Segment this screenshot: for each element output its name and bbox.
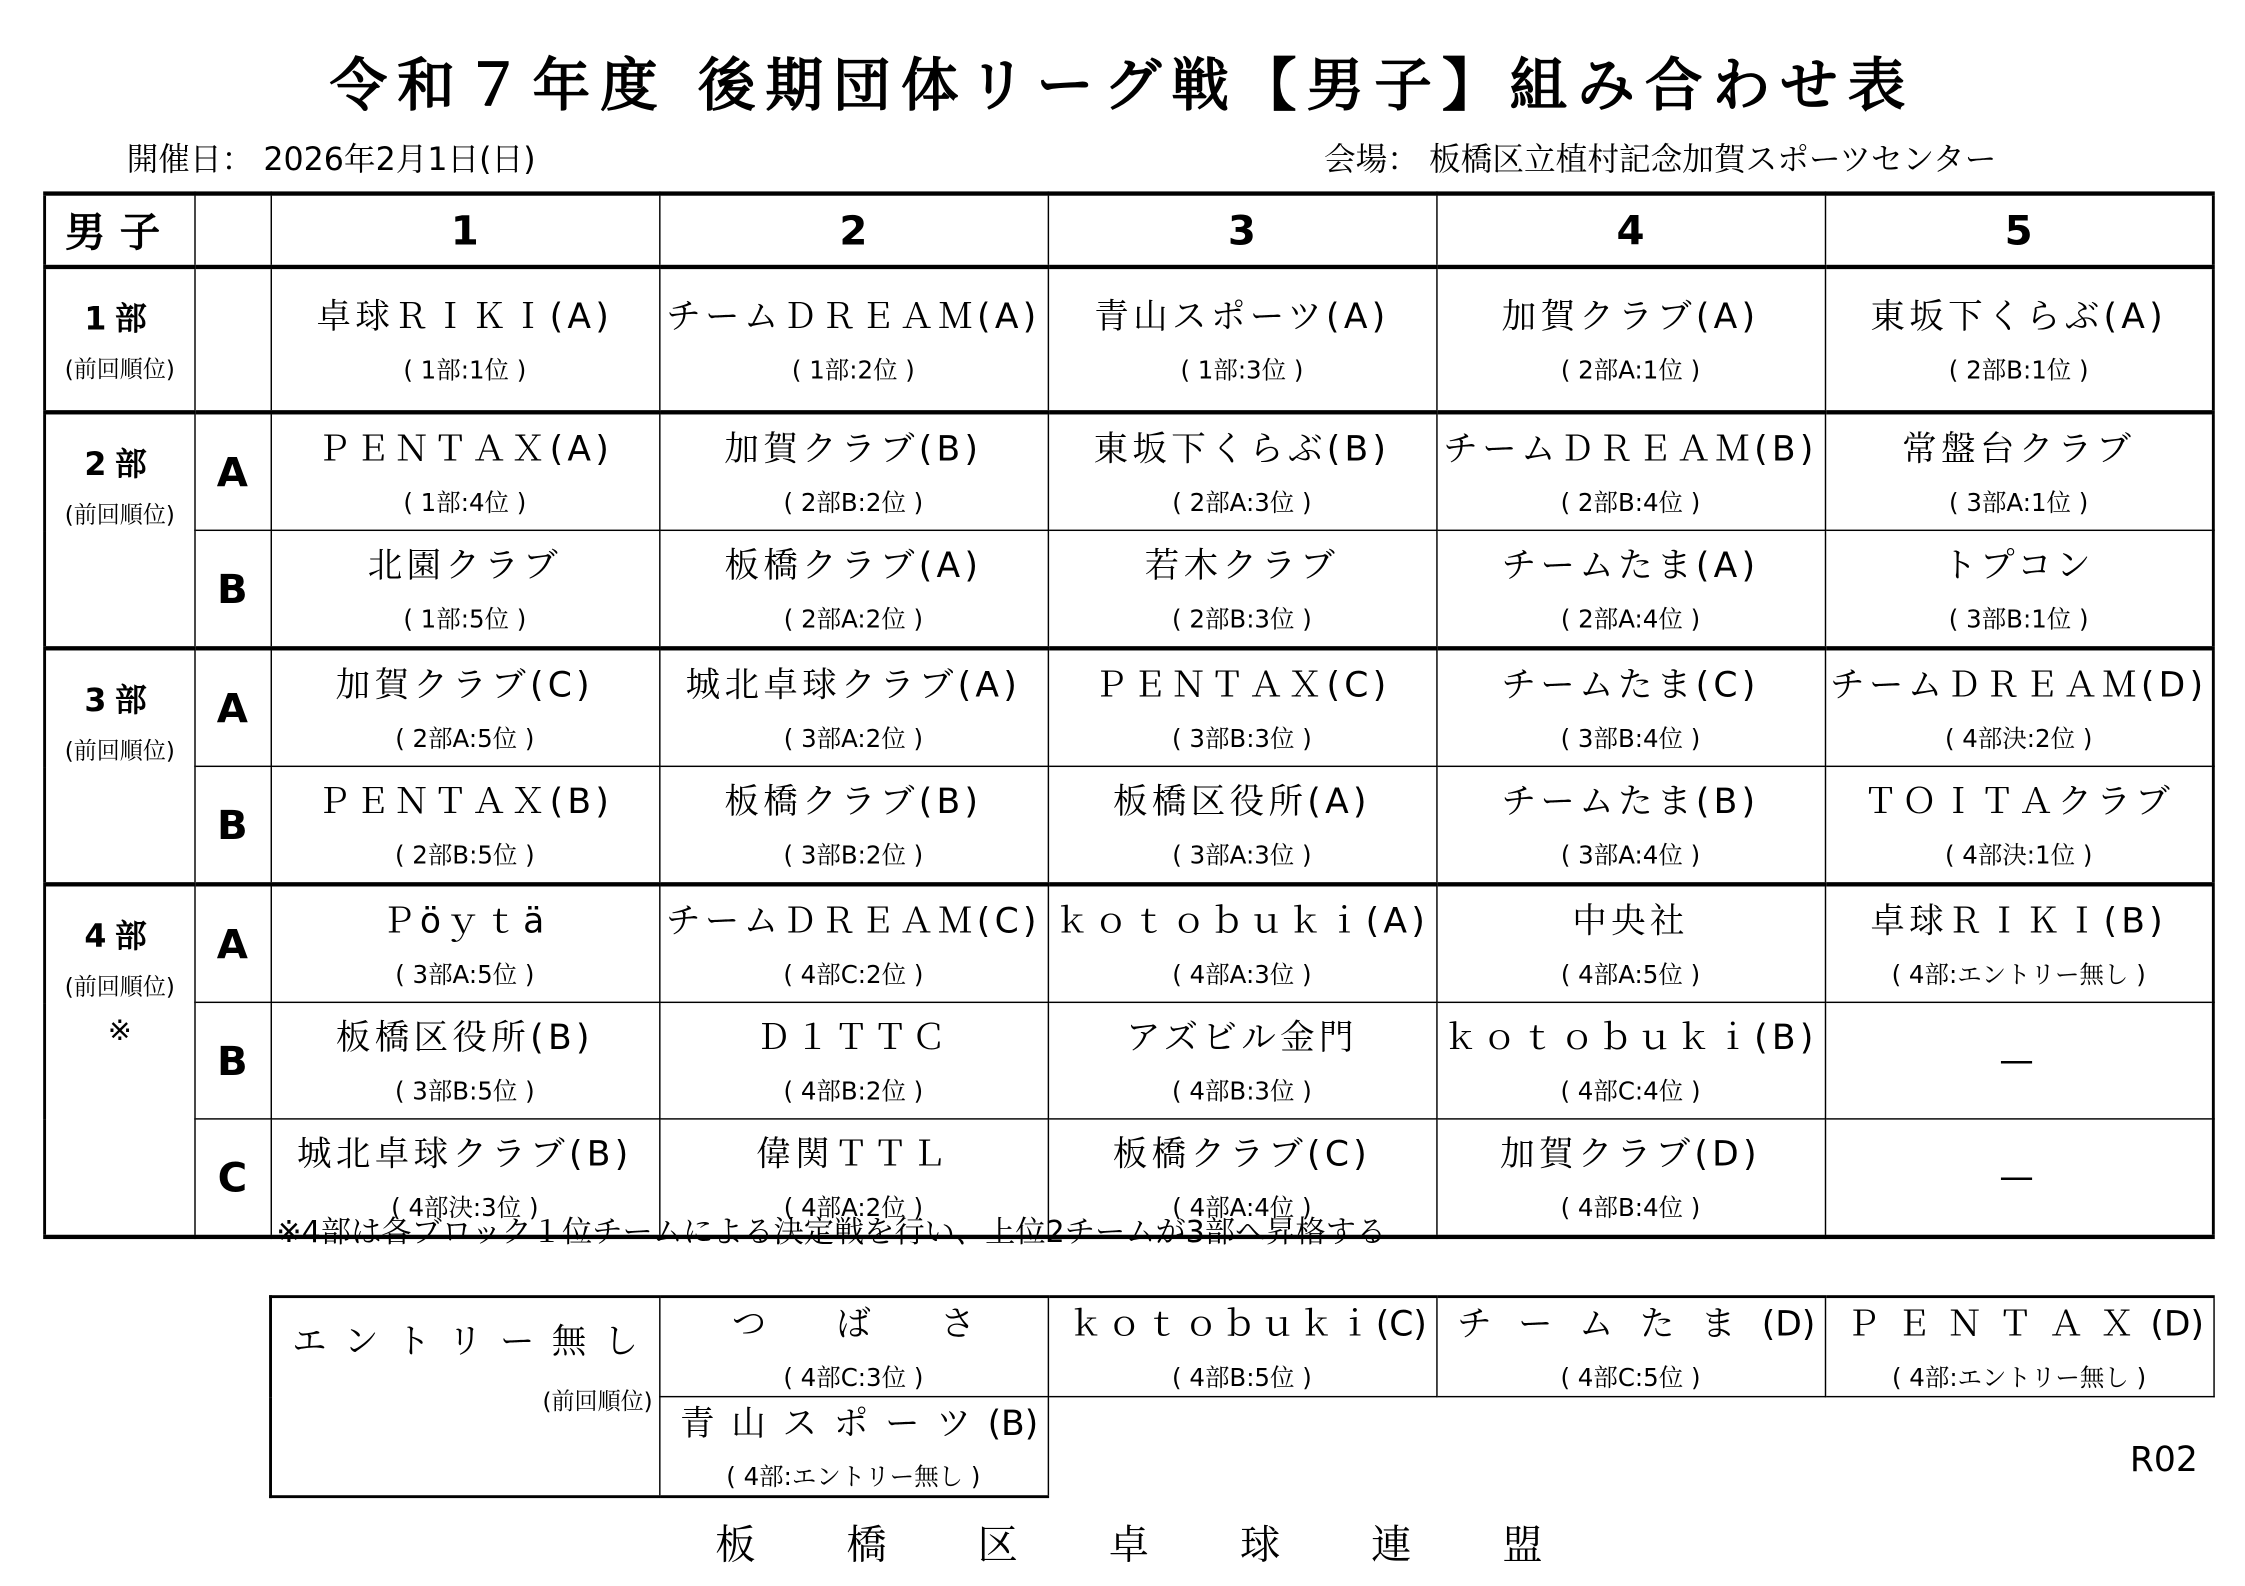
header-corner xyxy=(45,194,195,267)
col-header: 1 xyxy=(271,194,660,267)
prev-rank: ( 1部:2位 ) xyxy=(791,356,915,385)
char: 無 xyxy=(551,1321,587,1362)
char: (C) xyxy=(1375,1303,1427,1344)
char: ｋ xyxy=(1068,1303,1104,1344)
team-name: 加賀クラブ(D) xyxy=(1500,1133,1761,1174)
event-venue: 会場： 板橋区立植村記念加賀スポーツセンター xyxy=(1323,142,1997,179)
prev-rank: ( 3部B:1位 ) xyxy=(1948,605,2089,634)
char: ｏ xyxy=(1183,1303,1219,1344)
char: Ｘ xyxy=(2099,1303,2135,1344)
header-block xyxy=(194,194,270,267)
team-cell xyxy=(659,1297,1048,1397)
char: ツ xyxy=(936,1402,971,1443)
team-cell xyxy=(1436,884,1825,1002)
team-cell xyxy=(1436,766,1825,884)
prev-rank: ( 4部決:2位 ) xyxy=(1944,724,2093,754)
team-cell xyxy=(659,530,1048,648)
prev-rank: ( 1部:3位 ) xyxy=(1180,356,1304,385)
team-name: 東坂下くらぶ(B) xyxy=(1093,428,1391,469)
team-name: チームたま(C) xyxy=(1501,664,1760,705)
note-mark: ※ xyxy=(107,1013,132,1048)
team-name: Ｄ１ＴＴＣ xyxy=(756,1016,951,1058)
team-name: — xyxy=(1999,1157,2039,1198)
team-name: 加賀クラブ(C) xyxy=(335,664,594,705)
table-row xyxy=(45,766,2214,884)
division-label: 3部 xyxy=(84,683,156,720)
char: ー xyxy=(499,1321,535,1362)
prev-rank: ( 4部B:3位 ) xyxy=(1172,1077,1312,1106)
prev-rank: ( 3部A:2位 ) xyxy=(783,724,924,754)
team-cell xyxy=(659,267,1048,412)
team-name xyxy=(660,1401,1047,1444)
team-name: ｋｏｔｏｂｕｋｉ(B) xyxy=(1443,1016,1818,1058)
team-cell xyxy=(1436,1002,1825,1119)
team-name: ｋｏｔｏｂｕｋｉ(A) xyxy=(1054,900,1430,941)
table-row xyxy=(45,648,2214,766)
team-name: ＰＥＮＴＡＸ(C) xyxy=(1093,664,1391,705)
team-name: Ｐöｙｔä xyxy=(381,900,549,941)
prev-rank: ( 4部C:4位 ) xyxy=(1560,1077,1701,1106)
prev-rank: ( 4部B:4位 ) xyxy=(1560,1193,1701,1223)
team-cell xyxy=(1825,1297,2214,1397)
char: ム xyxy=(1578,1303,1614,1344)
char: 青 xyxy=(679,1402,715,1443)
char: (D) xyxy=(2150,1303,2204,1344)
team-cell xyxy=(271,766,660,884)
block-label: C xyxy=(194,1119,270,1237)
char: 球 xyxy=(1239,1521,1281,1569)
char: 区 xyxy=(977,1521,1018,1569)
no-entry-table xyxy=(269,1295,2214,1498)
char: ポ xyxy=(833,1402,869,1443)
team-cell xyxy=(659,648,1048,766)
team-cell xyxy=(271,648,660,766)
division-cell xyxy=(45,267,195,412)
char: 板 xyxy=(715,1521,756,1569)
team-name: チームＤＲＥＡＭ(C) xyxy=(665,900,1041,941)
team-cell xyxy=(1436,1297,1825,1397)
char: ー xyxy=(885,1402,920,1443)
division-cell xyxy=(45,412,195,648)
corner-label: 男子 xyxy=(65,208,175,257)
prev-rank: ( 4部A:4位 ) xyxy=(1172,1193,1312,1223)
char: ｉ xyxy=(1337,1303,1372,1344)
team-cell xyxy=(1048,1002,1437,1119)
team-name: 城北卓球クラブ(B) xyxy=(297,1133,633,1174)
team-name: ＰＥＮＴＡＸ(B) xyxy=(316,780,614,822)
team-name: 卓球ＲＩＫＩ(A) xyxy=(316,295,614,337)
team-cell xyxy=(271,267,660,412)
char: Ｅ xyxy=(1896,1303,1931,1344)
char: 山 xyxy=(731,1402,766,1443)
prev-rank: ( 4部A:5位 ) xyxy=(1560,960,1701,990)
team-name: 中央社 xyxy=(1572,900,1689,941)
team-cell xyxy=(1048,530,1437,648)
char: ｕ xyxy=(1260,1303,1296,1344)
char: 連 xyxy=(1371,1521,1412,1569)
char: し xyxy=(603,1321,639,1362)
char: ま xyxy=(1700,1303,1736,1344)
prev-rank: ( 3部B:4位 ) xyxy=(1560,724,1701,754)
team-name: アズビル金門 xyxy=(1126,1016,1358,1058)
division-cell xyxy=(45,884,195,1237)
prev-rank: ( 4部B:5位 ) xyxy=(1172,1363,1312,1393)
char: さ xyxy=(940,1303,975,1344)
col-header: 2 xyxy=(659,194,1048,267)
prev-rank: ( 1部:4位 ) xyxy=(403,488,527,518)
prev-rank: ( 3部A:1位 ) xyxy=(1949,488,2089,518)
prev-rank-label: (前回順位) xyxy=(64,972,175,1001)
team-cell xyxy=(271,412,660,530)
prev-rank: ( 2部A:5位 ) xyxy=(395,724,535,754)
team-name: チームＤＲＥＡＭ(B) xyxy=(1443,428,1818,469)
prev-rank: ( 4部A:3位 ) xyxy=(1172,960,1312,990)
char: 卓 xyxy=(1108,1521,1150,1569)
prev-rank: ( 2部B:5位 ) xyxy=(394,841,535,870)
team-name: 板橋区役所(A) xyxy=(1113,780,1371,822)
char: ｋ xyxy=(1298,1303,1334,1344)
team-name: トプコン xyxy=(1942,544,2096,585)
prev-rank: ( 4部:エントリー無し ) xyxy=(726,1462,981,1492)
team-cell xyxy=(1436,530,1825,648)
team-cell xyxy=(1436,412,1825,530)
team-cell xyxy=(659,884,1048,1002)
prev-rank: ( 2部B:3位 ) xyxy=(1172,605,1312,634)
prev-rank: ( 4部決:3位 ) xyxy=(391,1193,539,1223)
prev-rank: ( 4部:エントリー無し ) xyxy=(1891,1363,2147,1393)
col-header: 4 xyxy=(1436,194,1825,267)
team-cell xyxy=(1048,1297,1437,1397)
team-name: 常盤台クラブ xyxy=(1902,428,2136,469)
prev-rank: ( 4部B:2位 ) xyxy=(783,1077,924,1106)
prev-rank: ( 1部:5位 ) xyxy=(403,605,527,634)
team-cell xyxy=(1436,267,1825,412)
team-cell xyxy=(271,530,660,648)
team-name: — xyxy=(1999,1040,2039,1081)
team-cell xyxy=(1825,766,2214,884)
char: Ａ xyxy=(2048,1303,2084,1344)
empty-cell xyxy=(1048,1397,1437,1497)
team-name: 加賀クラブ(A) xyxy=(1501,295,1760,337)
prev-rank: ( 4部A:2位 ) xyxy=(783,1193,924,1223)
division-label: 2部 xyxy=(84,447,156,484)
char: チ xyxy=(1457,1303,1492,1344)
prev-rank: ( 2部A:2位 ) xyxy=(783,605,924,634)
char: ー xyxy=(1518,1303,1553,1344)
team-cell xyxy=(659,766,1048,884)
prev-rank: ( 4部:エントリー無し ) xyxy=(1891,960,2146,990)
team-name: 東坂下くらぶ(A) xyxy=(1870,295,2168,337)
block-label: B xyxy=(194,530,270,648)
document-code: R02 xyxy=(2129,1439,2198,1480)
prev-rank: ( 2部B:4位 ) xyxy=(1560,488,1701,518)
prev-rank: ( 3部B:3位 ) xyxy=(1172,724,1312,754)
block-label: A xyxy=(194,884,270,1002)
team-name: 板橋クラブ(C) xyxy=(1112,1133,1372,1174)
team-name xyxy=(1437,1302,1824,1345)
team-cell xyxy=(659,1397,1048,1497)
team-name: ＰＥＮＴＡＸ(A) xyxy=(316,428,614,469)
team-name: 板橋クラブ(B) xyxy=(724,780,983,822)
team-cell xyxy=(1825,1002,2214,1119)
team-name: 板橋区役所(B) xyxy=(335,1016,594,1058)
char: リ xyxy=(447,1321,483,1362)
prev-rank: ( 3部B:5位 ) xyxy=(394,1077,535,1106)
prev-rank: ( 2部A:3位 ) xyxy=(1172,488,1312,518)
block-label: B xyxy=(194,766,270,884)
col-header: 3 xyxy=(1048,194,1437,267)
team-cell xyxy=(1048,412,1437,530)
team-cell xyxy=(1048,267,1437,412)
team-name: 加賀クラブ(B) xyxy=(724,428,983,469)
char: ス xyxy=(782,1402,818,1443)
team-name: ＴＯＩＴＡクラブ xyxy=(1863,780,2175,822)
block-label: B xyxy=(194,1002,270,1119)
char: 橋 xyxy=(846,1521,887,1569)
block-label: A xyxy=(194,648,270,766)
team-cell xyxy=(1825,267,2214,412)
team-cell xyxy=(1825,412,2214,530)
prev-rank: ( 3部A:4位 ) xyxy=(1560,841,1701,870)
team-cell xyxy=(1825,648,2214,766)
team-cell xyxy=(1825,530,2214,648)
team-name: チームたま(A) xyxy=(1501,544,1760,585)
prev-rank-label: (前回順位) xyxy=(542,1387,653,1415)
team-name: チームＤＲＥＡＭ(D) xyxy=(1830,664,2208,705)
page-title: 令和７年度 後期団体リーグ戦【男子】組み合わせ表 xyxy=(329,53,1916,120)
prev-rank: ( 2部A:4位 ) xyxy=(1560,605,1701,634)
team-name xyxy=(1825,1302,2212,1345)
team-cell xyxy=(271,884,660,1002)
footnote: ※4部は各ブロック１位チームによる決定戦を行い、上位2チームが3部へ昇格する xyxy=(276,1214,1387,1250)
prev-rank: ( 4部C:3位 ) xyxy=(783,1363,924,1393)
team-cell xyxy=(271,1002,660,1119)
prev-rank-label: (前回順位) xyxy=(64,500,175,529)
table-row xyxy=(45,412,2214,530)
char: エ xyxy=(292,1321,327,1362)
event-date: 開催日： 2026年2月1日(日) xyxy=(126,142,536,179)
char: Ｐ xyxy=(1845,1303,1881,1344)
block-label: A xyxy=(194,412,270,530)
char: ば xyxy=(836,1303,871,1344)
organizer xyxy=(715,1514,1542,1572)
prev-rank: ( 3部A:5位 ) xyxy=(395,960,535,990)
block-label xyxy=(194,267,270,412)
team-name xyxy=(1048,1302,1435,1345)
team-name: 卓球ＲＩＫＩ(B) xyxy=(1870,900,2168,941)
table-row xyxy=(45,530,2214,648)
char: ｂ xyxy=(1222,1303,1257,1344)
division-label: 1部 xyxy=(84,302,156,339)
team-name: 若木クラブ xyxy=(1144,544,1340,585)
prev-rank-label: (前回順位) xyxy=(64,355,175,383)
char: つ xyxy=(731,1303,767,1344)
team-name: 北園クラブ xyxy=(367,544,562,585)
char: ト xyxy=(395,1321,431,1362)
header-row xyxy=(45,194,2214,267)
matchup-table xyxy=(43,191,2215,1239)
prev-rank: ( 2部A:1位 ) xyxy=(1560,356,1701,385)
char: Ｔ xyxy=(1998,1303,2033,1344)
team-name: 板橋クラブ(A) xyxy=(724,544,983,585)
team-name: チームたま(B) xyxy=(1501,780,1760,822)
team-cell xyxy=(659,1002,1048,1119)
team-name: 青山スポーツ(A) xyxy=(1094,295,1390,337)
team-cell xyxy=(1436,648,1825,766)
team-name: チームＤＲＥＡＭ(A) xyxy=(666,295,1041,337)
no-entry-label-cell xyxy=(271,1297,660,1497)
no-entry-label xyxy=(272,1312,658,1362)
team-cell xyxy=(1048,766,1437,884)
team-name: 偉関ＴＴＬ xyxy=(756,1133,951,1174)
team-cell xyxy=(1825,1119,2214,1237)
prev-rank: ( 2部B:1位 ) xyxy=(1948,356,2089,385)
team-cell xyxy=(1436,1119,1825,1237)
prev-rank: ( 4部C:5位 ) xyxy=(1560,1363,1701,1393)
prev-rank: ( 4部C:2位 ) xyxy=(783,960,924,990)
team-cell xyxy=(1048,648,1437,766)
table-row xyxy=(45,884,2214,1002)
team-cell xyxy=(1825,884,2214,1002)
division-label: 4部 xyxy=(84,919,156,956)
char: ン xyxy=(344,1321,379,1362)
char: (B) xyxy=(987,1402,1039,1443)
char: ｏ xyxy=(1106,1303,1142,1344)
prev-rank: ( 2部B:2位 ) xyxy=(783,488,924,518)
prev-rank: ( 4部決:1位 ) xyxy=(1944,841,2093,870)
prev-rank: ( 3部B:2位 ) xyxy=(783,841,924,870)
char: ｔ xyxy=(1145,1303,1180,1344)
char: (D) xyxy=(1761,1303,1816,1344)
team-cell xyxy=(659,412,1048,530)
table-row xyxy=(45,1002,2214,1119)
team-name: 城北卓球クラブ(A) xyxy=(685,664,1022,705)
team-name xyxy=(660,1302,1047,1345)
empty-cell xyxy=(1436,1397,1825,1497)
division-cell xyxy=(45,648,195,884)
char: た xyxy=(1639,1303,1675,1344)
table-row xyxy=(45,267,2214,412)
prev-rank-label: (前回順位) xyxy=(64,736,175,765)
prev-rank: ( 1部:1位 ) xyxy=(403,356,527,385)
col-header: 5 xyxy=(1825,194,2214,267)
team-cell xyxy=(1048,884,1437,1002)
char: 盟 xyxy=(1502,1521,1543,1569)
char: Ｎ xyxy=(1947,1303,1982,1344)
prev-rank: ( 3部A:3位 ) xyxy=(1172,841,1312,870)
